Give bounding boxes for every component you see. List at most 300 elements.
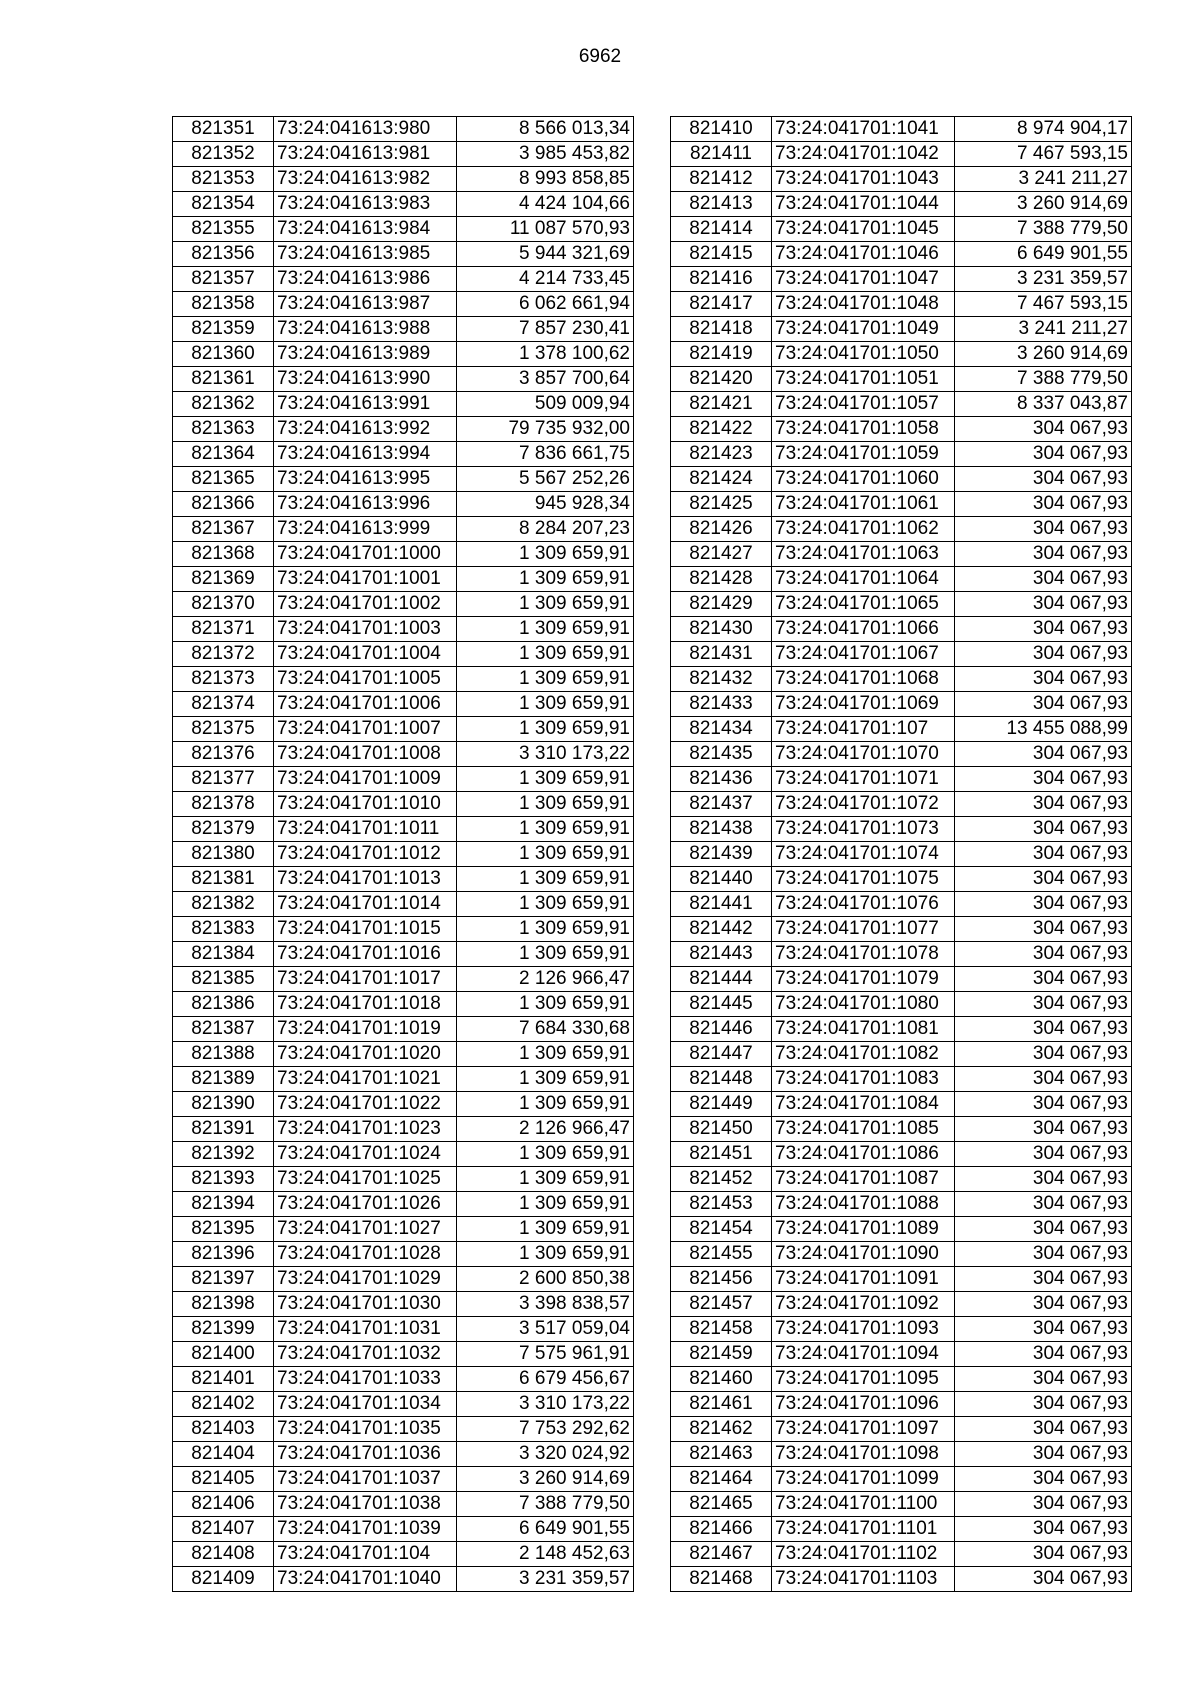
table-row — [173, 842, 634, 867]
table-row — [671, 1117, 1132, 1142]
cadastral-number-cell: 73:24:041701:1031 — [274, 1317, 457, 1342]
value-cell: 304 067,93 — [955, 1067, 1132, 1092]
row-number-cell: 821467 — [671, 1542, 772, 1567]
table-row — [173, 1167, 634, 1192]
table-row — [671, 342, 1132, 367]
row-number-cell: 821433 — [671, 692, 772, 717]
table-row — [173, 367, 634, 392]
cadastral-number-cell: 73:24:041613:991 — [274, 392, 457, 417]
row-number-cell: 821422 — [671, 417, 772, 442]
cadastral-number-cell: 73:24:041701:107 — [772, 717, 955, 742]
cadastral-number-cell: 73:24:041701:1033 — [274, 1367, 457, 1392]
value-cell: 304 067,93 — [955, 492, 1132, 517]
table-row — [671, 1417, 1132, 1442]
cadastral-number-cell: 73:24:041701:1026 — [274, 1192, 457, 1217]
row-number-cell: 821416 — [671, 267, 772, 292]
table-row — [173, 1142, 634, 1167]
cadastral-number-cell: 73:24:041701:1077 — [772, 917, 955, 942]
cadastral-number-cell: 73:24:041701:1025 — [274, 1167, 457, 1192]
value-cell: 3 517 059,04 — [457, 1317, 634, 1342]
cadastral-number-cell: 73:24:041701:1011 — [274, 817, 457, 842]
value-cell: 304 067,93 — [955, 642, 1132, 667]
row-number-cell: 821441 — [671, 892, 772, 917]
row-number-cell: 821468 — [671, 1567, 772, 1592]
row-number-cell: 821432 — [671, 667, 772, 692]
table-row — [671, 1192, 1132, 1217]
table-left — [172, 116, 634, 1592]
row-number-cell: 821395 — [173, 1217, 274, 1242]
table-row — [173, 517, 634, 542]
value-cell: 1 309 659,91 — [457, 992, 634, 1017]
value-cell: 7 388 779,50 — [955, 217, 1132, 242]
table-row — [173, 1292, 634, 1317]
row-number-cell: 821368 — [173, 542, 274, 567]
cadastral-number-cell: 73:24:041701:1048 — [772, 292, 955, 317]
row-number-cell: 821423 — [671, 442, 772, 467]
value-cell: 1 309 659,91 — [457, 892, 634, 917]
row-number-cell: 821354 — [173, 192, 274, 217]
value-cell: 304 067,93 — [955, 1092, 1132, 1117]
table-row — [173, 1317, 634, 1342]
row-number-cell: 821352 — [173, 142, 274, 167]
value-cell: 7 753 292,62 — [457, 1417, 634, 1442]
row-number-cell: 821459 — [671, 1342, 772, 1367]
table-row — [173, 1517, 634, 1542]
value-cell: 1 309 659,91 — [457, 542, 634, 567]
cadastral-number-cell: 73:24:041701:1002 — [274, 592, 457, 617]
table-row — [173, 1242, 634, 1267]
table-row — [173, 1217, 634, 1242]
value-cell: 304 067,93 — [955, 817, 1132, 842]
value-cell: 304 067,93 — [955, 1142, 1132, 1167]
cadastral-number-cell: 73:24:041701:1042 — [772, 142, 955, 167]
table-row — [173, 1367, 634, 1392]
row-number-cell: 821426 — [671, 517, 772, 542]
cadastral-number-cell: 73:24:041701:1041 — [772, 117, 955, 142]
cadastral-number-cell: 73:24:041701:1059 — [772, 442, 955, 467]
value-cell: 304 067,93 — [955, 967, 1132, 992]
cadastral-number-cell: 73:24:041701:1060 — [772, 467, 955, 492]
table-row — [173, 567, 634, 592]
value-cell: 1 309 659,91 — [457, 642, 634, 667]
value-cell: 304 067,93 — [955, 867, 1132, 892]
cadastral-number-cell: 73:24:041701:1067 — [772, 642, 955, 667]
row-number-cell: 821384 — [173, 942, 274, 967]
row-number-cell: 821410 — [671, 117, 772, 142]
cadastral-number-cell: 73:24:041701:1057 — [772, 392, 955, 417]
value-cell: 304 067,93 — [955, 1342, 1132, 1367]
value-cell: 304 067,93 — [955, 1517, 1132, 1542]
row-number-cell: 821370 — [173, 592, 274, 617]
table-row — [671, 1167, 1132, 1192]
table-row — [173, 417, 634, 442]
cadastral-number-cell: 73:24:041701:1001 — [274, 567, 457, 592]
page-number: 6962 — [578, 46, 622, 67]
value-cell: 3 398 838,57 — [457, 1292, 634, 1317]
value-cell: 3 260 914,69 — [955, 192, 1132, 217]
cadastral-number-cell: 73:24:041701:1049 — [772, 317, 955, 342]
table-row — [173, 942, 634, 967]
cadastral-number-cell: 73:24:041613:981 — [274, 142, 457, 167]
row-number-cell: 821430 — [671, 617, 772, 642]
value-cell: 6 062 661,94 — [457, 292, 634, 317]
row-number-cell: 821457 — [671, 1292, 772, 1317]
row-number-cell: 821455 — [671, 1242, 772, 1267]
row-number-cell: 821369 — [173, 567, 274, 592]
row-number-cell: 821447 — [671, 1042, 772, 1067]
cadastral-number-cell: 73:24:041701:1012 — [274, 842, 457, 867]
table-row — [671, 992, 1132, 1017]
row-number-cell: 821443 — [671, 942, 772, 967]
table-row — [671, 592, 1132, 617]
value-cell: 7 684 330,68 — [457, 1017, 634, 1042]
cadastral-number-cell: 73:24:041701:1100 — [772, 1492, 955, 1517]
cadastral-number-cell: 73:24:041701:1038 — [274, 1492, 457, 1517]
cadastral-number-cell: 73:24:041701:1043 — [772, 167, 955, 192]
value-cell: 2 600 850,38 — [457, 1267, 634, 1292]
value-cell: 13 455 088,99 — [955, 717, 1132, 742]
cadastral-number-cell: 73:24:041701:1080 — [772, 992, 955, 1017]
value-cell: 8 284 207,23 — [457, 517, 634, 542]
cadastral-number-cell: 73:24:041701:1018 — [274, 992, 457, 1017]
row-number-cell: 821438 — [671, 817, 772, 842]
table-row — [173, 1492, 634, 1517]
value-cell: 7 857 230,41 — [457, 317, 634, 342]
table-row — [671, 567, 1132, 592]
value-cell: 3 260 914,69 — [457, 1467, 634, 1492]
row-number-cell: 821440 — [671, 867, 772, 892]
value-cell: 5 944 321,69 — [457, 242, 634, 267]
table-row — [173, 1467, 634, 1492]
row-number-cell: 821399 — [173, 1317, 274, 1342]
row-number-cell: 821353 — [173, 167, 274, 192]
value-cell: 509 009,94 — [457, 392, 634, 417]
value-cell: 1 378 100,62 — [457, 342, 634, 367]
row-number-cell: 821398 — [173, 1292, 274, 1317]
cadastral-number-cell: 73:24:041701:1082 — [772, 1042, 955, 1067]
table-row — [671, 1367, 1132, 1392]
value-cell: 304 067,93 — [955, 1217, 1132, 1242]
row-number-cell: 821418 — [671, 317, 772, 342]
cadastral-number-cell: 73:24:041701:104 — [274, 1542, 457, 1567]
cadastral-number-cell: 73:24:041701:1079 — [772, 967, 955, 992]
table-row — [173, 1417, 634, 1442]
table-row — [671, 1092, 1132, 1117]
value-cell: 7 467 593,15 — [955, 142, 1132, 167]
value-cell: 304 067,93 — [955, 892, 1132, 917]
cadastral-number-cell: 73:24:041701:1004 — [274, 642, 457, 667]
cadastral-number-cell: 73:24:041701:1023 — [274, 1117, 457, 1142]
value-cell: 11 087 570,93 — [457, 217, 634, 242]
value-cell: 304 067,93 — [955, 1567, 1132, 1592]
row-number-cell: 821360 — [173, 342, 274, 367]
value-cell: 2 148 452,63 — [457, 1542, 634, 1567]
table-row — [671, 417, 1132, 442]
row-number-cell: 821461 — [671, 1392, 772, 1417]
row-number-cell: 821387 — [173, 1017, 274, 1042]
cadastral-number-cell: 73:24:041701:1076 — [772, 892, 955, 917]
table-row — [173, 442, 634, 467]
cadastral-number-cell: 73:24:041613:982 — [274, 167, 457, 192]
cadastral-number-cell: 73:24:041613:992 — [274, 417, 457, 442]
cadastral-number-cell: 73:24:041701:1019 — [274, 1017, 457, 1042]
row-number-cell: 821419 — [671, 342, 772, 367]
row-number-cell: 821401 — [173, 1367, 274, 1392]
table-row — [671, 1217, 1132, 1242]
row-number-cell: 821448 — [671, 1067, 772, 1092]
cadastral-number-cell: 73:24:041701:1071 — [772, 767, 955, 792]
table-row — [671, 267, 1132, 292]
table-row — [671, 217, 1132, 242]
cadastral-number-cell: 73:24:041701:1008 — [274, 742, 457, 767]
value-cell: 8 337 043,87 — [955, 392, 1132, 417]
row-number-cell: 821393 — [173, 1167, 274, 1192]
cadastral-number-cell: 73:24:041701:1036 — [274, 1442, 457, 1467]
cadastral-number-cell: 73:24:041701:1061 — [772, 492, 955, 517]
value-cell: 304 067,93 — [955, 767, 1132, 792]
table-row — [173, 467, 634, 492]
value-cell: 1 309 659,91 — [457, 867, 634, 892]
cadastral-number-cell: 73:24:041701:1094 — [772, 1342, 955, 1367]
value-cell: 7 575 961,91 — [457, 1342, 634, 1367]
row-number-cell: 821424 — [671, 467, 772, 492]
table-row — [671, 667, 1132, 692]
value-cell: 304 067,93 — [955, 567, 1132, 592]
row-number-cell: 821407 — [173, 1517, 274, 1542]
table-row — [671, 692, 1132, 717]
value-cell: 1 309 659,91 — [457, 917, 634, 942]
table-row — [671, 1042, 1132, 1067]
table-row — [173, 267, 634, 292]
cadastral-number-cell: 73:24:041613:988 — [274, 317, 457, 342]
table-row — [671, 492, 1132, 517]
cadastral-number-cell: 73:24:041701:1083 — [772, 1067, 955, 1092]
table-row — [671, 1492, 1132, 1517]
row-number-cell: 821356 — [173, 242, 274, 267]
table-row — [173, 392, 634, 417]
table-row — [671, 292, 1132, 317]
table-row — [173, 642, 634, 667]
table-row — [173, 1067, 634, 1092]
value-cell: 304 067,93 — [955, 992, 1132, 1017]
cadastral-number-cell: 73:24:041701:1074 — [772, 842, 955, 867]
cadastral-number-cell: 73:24:041701:1101 — [772, 1517, 955, 1542]
table-row — [671, 1442, 1132, 1467]
cadastral-number-cell: 73:24:041701:1098 — [772, 1442, 955, 1467]
row-number-cell: 821431 — [671, 642, 772, 667]
row-number-cell: 821429 — [671, 592, 772, 617]
table-row — [173, 892, 634, 917]
cadastral-number-cell: 73:24:041701:1046 — [772, 242, 955, 267]
value-cell: 1 309 659,91 — [457, 567, 634, 592]
row-number-cell: 821365 — [173, 467, 274, 492]
table-row — [671, 1342, 1132, 1367]
row-number-cell: 821364 — [173, 442, 274, 467]
cadastral-number-cell: 73:24:041613:996 — [274, 492, 457, 517]
value-cell: 304 067,93 — [955, 1167, 1132, 1192]
row-number-cell: 821460 — [671, 1367, 772, 1392]
table-row — [671, 842, 1132, 867]
table-row — [671, 1067, 1132, 1092]
cadastral-number-cell: 73:24:041701:1069 — [772, 692, 955, 717]
row-number-cell: 821392 — [173, 1142, 274, 1167]
row-number-cell: 821378 — [173, 792, 274, 817]
row-number-cell: 821446 — [671, 1017, 772, 1042]
value-cell: 304 067,93 — [955, 1242, 1132, 1267]
cadastral-number-cell: 73:24:041701:1010 — [274, 792, 457, 817]
table-left-body — [173, 117, 634, 1592]
table-row — [671, 1267, 1132, 1292]
cadastral-number-cell: 73:24:041701:1087 — [772, 1167, 955, 1192]
value-cell: 304 067,93 — [955, 917, 1132, 942]
cadastral-number-cell: 73:24:041701:1066 — [772, 617, 955, 642]
table-row — [671, 1392, 1132, 1417]
value-cell: 304 067,93 — [955, 792, 1132, 817]
row-number-cell: 821366 — [173, 492, 274, 517]
value-cell: 304 067,93 — [955, 1292, 1132, 1317]
value-cell: 1 309 659,91 — [457, 1217, 634, 1242]
row-number-cell: 821464 — [671, 1467, 772, 1492]
value-cell: 3 241 211,27 — [955, 317, 1132, 342]
table-row — [173, 867, 634, 892]
table-row — [173, 967, 634, 992]
value-cell: 304 067,93 — [955, 1492, 1132, 1517]
value-cell: 1 309 659,91 — [457, 592, 634, 617]
value-cell: 7 467 593,15 — [955, 292, 1132, 317]
value-cell: 6 649 901,55 — [955, 242, 1132, 267]
cadastral-number-cell: 73:24:041701:1014 — [274, 892, 457, 917]
row-number-cell: 821408 — [173, 1542, 274, 1567]
table-row — [173, 767, 634, 792]
row-number-cell: 821444 — [671, 967, 772, 992]
cadastral-number-cell: 73:24:041701:1064 — [772, 567, 955, 592]
cadastral-number-cell: 73:24:041613:999 — [274, 517, 457, 542]
cadastral-number-cell: 73:24:041701:1070 — [772, 742, 955, 767]
row-number-cell: 821394 — [173, 1192, 274, 1217]
table-row — [173, 1117, 634, 1142]
row-number-cell: 821381 — [173, 867, 274, 892]
row-number-cell: 821427 — [671, 542, 772, 567]
row-number-cell: 821379 — [173, 817, 274, 842]
row-number-cell: 821406 — [173, 1492, 274, 1517]
value-cell: 1 309 659,91 — [457, 942, 634, 967]
table-row — [173, 117, 634, 142]
row-number-cell: 821357 — [173, 267, 274, 292]
row-number-cell: 821361 — [173, 367, 274, 392]
row-number-cell: 821449 — [671, 1092, 772, 1117]
cadastral-number-cell: 73:24:041701:1034 — [274, 1392, 457, 1417]
table-row — [173, 342, 634, 367]
table-right — [670, 116, 1132, 1592]
value-cell: 945 928,34 — [457, 492, 634, 517]
cadastral-number-cell: 73:24:041701:1099 — [772, 1467, 955, 1492]
table-row — [671, 1142, 1132, 1167]
value-cell: 304 067,93 — [955, 1467, 1132, 1492]
value-cell: 7 836 661,75 — [457, 442, 634, 467]
cadastral-number-cell: 73:24:041701:1073 — [772, 817, 955, 842]
table-row — [671, 917, 1132, 942]
row-number-cell: 821403 — [173, 1417, 274, 1442]
value-cell: 304 067,93 — [955, 742, 1132, 767]
row-number-cell: 821456 — [671, 1267, 772, 1292]
row-number-cell: 821397 — [173, 1267, 274, 1292]
row-number-cell: 821405 — [173, 1467, 274, 1492]
table-row — [173, 1392, 634, 1417]
table-row — [173, 1442, 634, 1467]
value-cell: 5 567 252,26 — [457, 467, 634, 492]
value-cell: 304 067,93 — [955, 542, 1132, 567]
value-cell: 304 067,93 — [955, 1267, 1132, 1292]
cadastral-number-cell: 73:24:041701:1093 — [772, 1317, 955, 1342]
table-row — [671, 542, 1132, 567]
table-row — [173, 542, 634, 567]
table-row — [671, 367, 1132, 392]
value-cell: 304 067,93 — [955, 1417, 1132, 1442]
table-row — [671, 192, 1132, 217]
cadastral-number-cell: 73:24:041701:1085 — [772, 1117, 955, 1142]
row-number-cell: 821389 — [173, 1067, 274, 1092]
value-cell: 1 309 659,91 — [457, 1192, 634, 1217]
cadastral-number-cell: 73:24:041701:1091 — [772, 1267, 955, 1292]
value-cell: 3 310 173,22 — [457, 1392, 634, 1417]
row-number-cell: 821434 — [671, 717, 772, 742]
row-number-cell: 821382 — [173, 892, 274, 917]
value-cell: 3 260 914,69 — [955, 342, 1132, 367]
cadastral-number-cell: 73:24:041701:1009 — [274, 767, 457, 792]
value-cell: 304 067,93 — [955, 1542, 1132, 1567]
row-number-cell: 821400 — [173, 1342, 274, 1367]
row-number-cell: 821390 — [173, 1092, 274, 1117]
cadastral-number-cell: 73:24:041701:1050 — [772, 342, 955, 367]
table-row — [173, 192, 634, 217]
cadastral-number-cell: 73:24:041701:1058 — [772, 417, 955, 442]
row-number-cell: 821411 — [671, 142, 772, 167]
cadastral-number-cell: 73:24:041701:1013 — [274, 867, 457, 892]
table-row — [173, 992, 634, 1017]
row-number-cell: 821415 — [671, 242, 772, 267]
row-number-cell: 821436 — [671, 767, 772, 792]
cadastral-number-cell: 73:24:041701:1096 — [772, 1392, 955, 1417]
row-number-cell: 821453 — [671, 1192, 772, 1217]
value-cell: 1 309 659,91 — [457, 767, 634, 792]
row-number-cell: 821439 — [671, 842, 772, 867]
table-row — [671, 517, 1132, 542]
table-row — [173, 1092, 634, 1117]
value-cell: 304 067,93 — [955, 1017, 1132, 1042]
cadastral-number-cell: 73:24:041613:989 — [274, 342, 457, 367]
cadastral-number-cell: 73:24:041701:1084 — [772, 1092, 955, 1117]
row-number-cell: 821355 — [173, 217, 274, 242]
row-number-cell: 821385 — [173, 967, 274, 992]
row-number-cell: 821462 — [671, 1417, 772, 1442]
table-row — [173, 1342, 634, 1367]
table-row — [671, 317, 1132, 342]
cadastral-number-cell: 73:24:041701:1068 — [772, 667, 955, 692]
cadastral-number-cell: 73:24:041701:1022 — [274, 1092, 457, 1117]
table-row — [671, 167, 1132, 192]
value-cell: 304 067,93 — [955, 1442, 1132, 1467]
value-cell: 1 309 659,91 — [457, 1242, 634, 1267]
cadastral-number-cell: 73:24:041701:1097 — [772, 1417, 955, 1442]
table-row — [671, 1542, 1132, 1567]
cadastral-number-cell: 73:24:041701:1045 — [772, 217, 955, 242]
row-number-cell: 821375 — [173, 717, 274, 742]
value-cell: 8 566 013,34 — [457, 117, 634, 142]
row-number-cell: 821417 — [671, 292, 772, 317]
table-row — [173, 167, 634, 192]
cadastral-number-cell: 73:24:041613:980 — [274, 117, 457, 142]
row-number-cell: 821409 — [173, 1567, 274, 1592]
